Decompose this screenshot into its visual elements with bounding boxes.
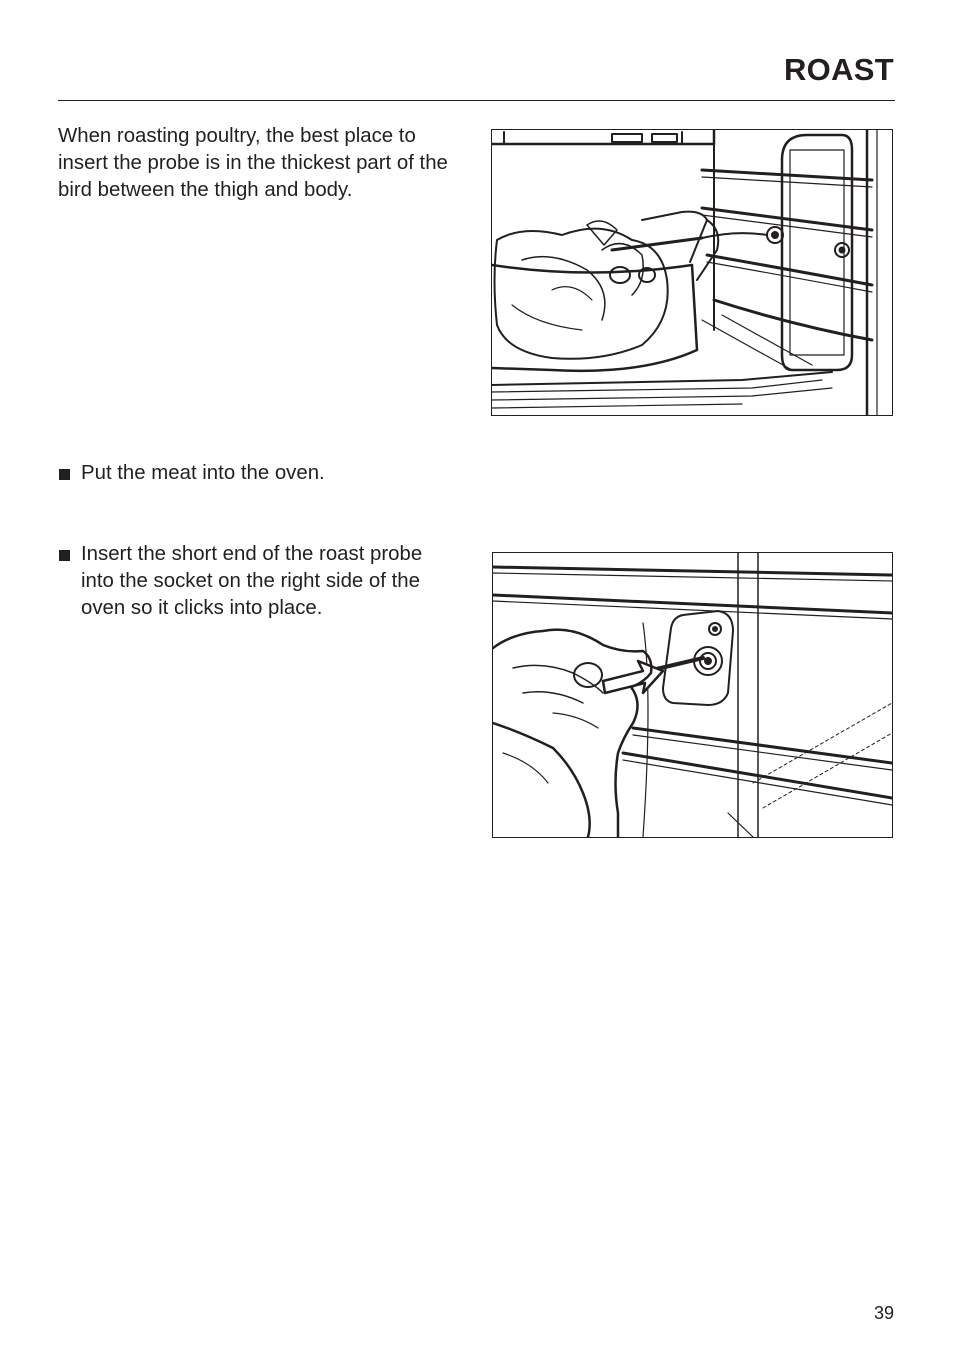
header-rule xyxy=(58,100,895,101)
intro-paragraph: When roasting poultry, the best place to insert the probe is in the thickest part of the bird between the thigh and body. xyxy=(58,125,448,202)
step-2-text: Insert the short end of the roast probe into the socket on the right side of the oven so it clicks into place. xyxy=(81,543,423,620)
page-title: ROAST xyxy=(784,52,894,87)
step-2 xyxy=(58,541,453,623)
bullet-square-icon xyxy=(59,550,70,561)
step-1-text: Put the meat into the oven. xyxy=(81,462,325,484)
bullet-square-icon xyxy=(59,469,70,480)
poultry-in-oven-illustration xyxy=(491,129,893,416)
probe-socket-illustration xyxy=(492,552,893,838)
page-number: 39 xyxy=(873,1303,894,1323)
step-1 xyxy=(58,460,453,487)
